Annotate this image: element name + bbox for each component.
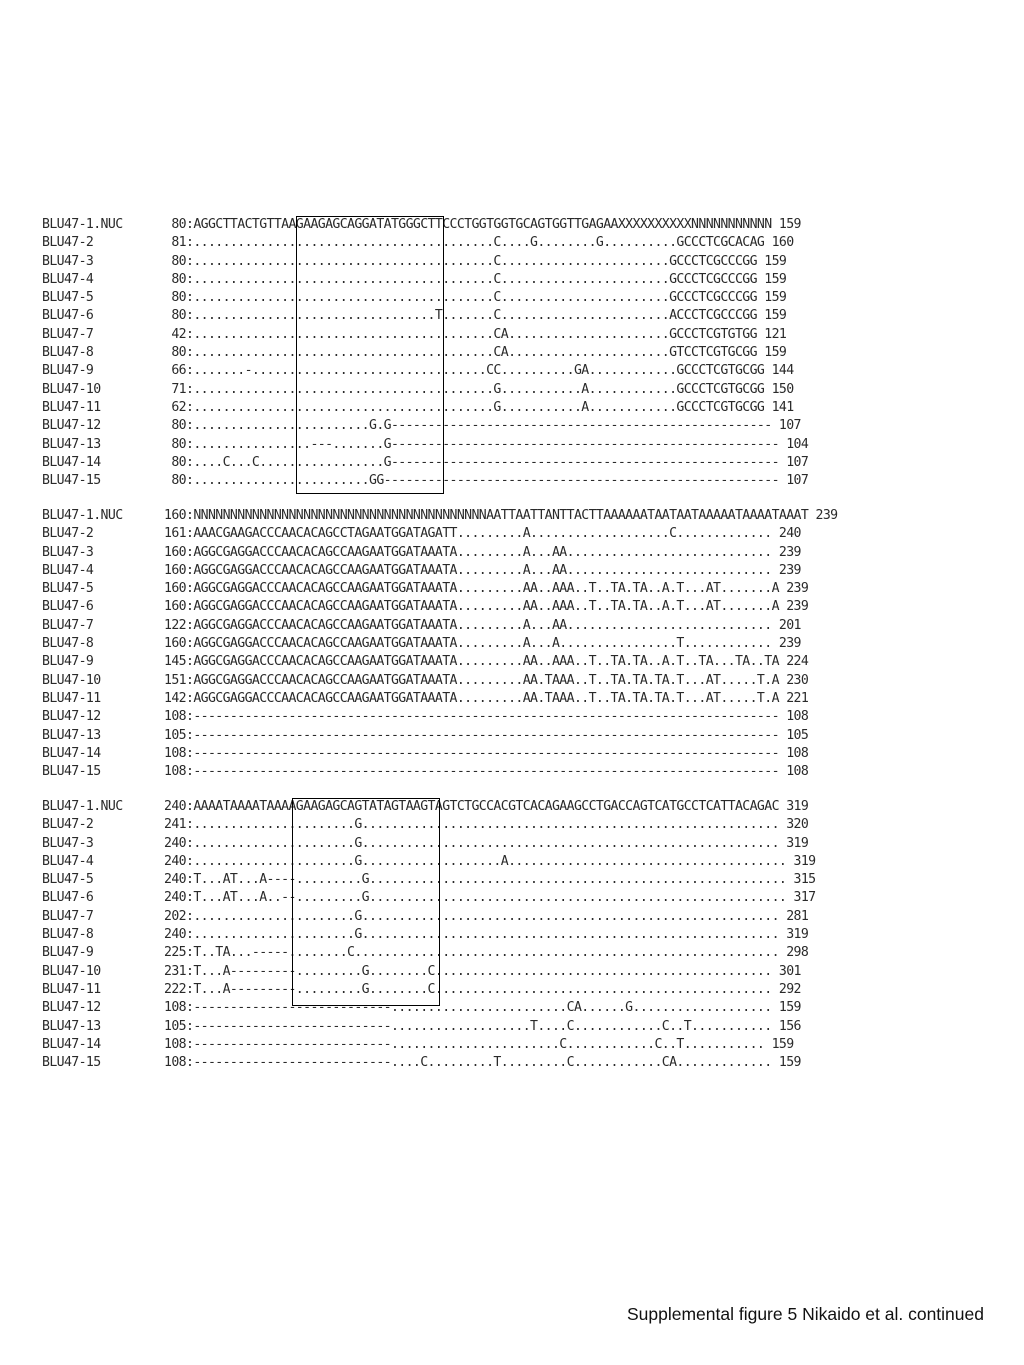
- start-position: 81: [171, 235, 186, 251]
- spacer: [772, 1054, 779, 1072]
- position-separator: :: [186, 709, 194, 725]
- start-position: 105: [164, 1018, 186, 1034]
- end-position: 298: [786, 945, 809, 961]
- sequence-string: .......-................................CC..........GA............GCCCTCGTGCGG: [193, 363, 765, 379]
- start-position: 108: [164, 709, 186, 725]
- position-separator: :: [186, 235, 194, 251]
- end-position: 159: [778, 217, 801, 232]
- spacer: [779, 908, 786, 926]
- sequence-name: BLU47-14: [42, 745, 101, 761]
- sequence-string: ......................G.........................................................: [193, 817, 779, 833]
- sequence-name: BLU47-7: [42, 326, 94, 342]
- end-position: 319: [786, 927, 809, 943]
- position-separator: :: [186, 617, 194, 633]
- sequence-name: BLU47-4: [42, 271, 94, 287]
- sequence-string: T...AT...A..--.........G.........................................................: [193, 890, 787, 906]
- end-position: 107: [778, 418, 801, 434]
- sequence-string: .........................................C.......................GCCCTCGCCCGG: [193, 271, 757, 287]
- sequence-string: ......................G...................A......................................: [193, 853, 787, 869]
- start-position: 80: [171, 271, 186, 287]
- highlight-box-block-3: [292, 798, 440, 1006]
- sequence-name: BLU47-10: [42, 672, 101, 688]
- sequence-row: [42, 1054, 816, 1072]
- start-position: 161: [164, 526, 186, 542]
- position-separator: :: [186, 853, 194, 869]
- end-position: 105: [786, 727, 809, 743]
- position-separator: :: [186, 581, 194, 597]
- sequence-name: BLU47-2: [42, 817, 94, 833]
- sequence-string: .........................................CA......................GCCCTCGTGTGG: [193, 326, 757, 342]
- sequence-name: BLU47-12: [42, 418, 101, 434]
- sequence-string: AGGCGAGGACCCAACACAGCCAAGAATGGATAAATA.........AA.TAAA..T..TA.TA.TA.T...AT.....T.A: [193, 672, 779, 688]
- position-separator: :: [186, 253, 194, 269]
- position-separator: :: [186, 217, 194, 232]
- start-position: 105: [164, 727, 186, 743]
- sequence-name: BLU47-10: [42, 381, 101, 397]
- position-separator: :: [186, 436, 194, 452]
- sequence-string: ......................G.........................................................: [193, 835, 779, 851]
- start-position: 122: [164, 617, 186, 633]
- end-position: 315: [793, 872, 816, 888]
- sequence-string: ---------------------------........................CA......G...................: [193, 1000, 772, 1016]
- sequence-row: [42, 562, 837, 580]
- end-position: 159: [764, 253, 787, 269]
- spacer: [757, 289, 764, 307]
- end-position: 108: [786, 745, 809, 761]
- position-separator: :: [186, 908, 194, 924]
- end-position: 239: [815, 508, 838, 523]
- alignment-block-2: [42, 507, 837, 781]
- end-position: 150: [771, 381, 794, 397]
- sequence-string: .........................................G...........A............GCCCTCGTGCGG: [193, 399, 765, 415]
- spacer: [786, 871, 793, 889]
- sequence-name: BLU47-3: [42, 253, 94, 269]
- end-position: 320: [786, 817, 809, 833]
- spacer: [779, 944, 786, 962]
- position-separator: :: [186, 690, 194, 706]
- sequence-name: BLU47-6: [42, 890, 94, 906]
- start-position: 222: [164, 981, 186, 997]
- sequence-string: ---------------------------...................T....C............C..T...........: [193, 1018, 772, 1034]
- position-separator: :: [186, 1055, 194, 1071]
- sequence-string: AGGCGAGGACCCAACACAGCCAAGAATGGATAAATA.........AA..AAA..T..TA.TA..A.T...AT.......A: [193, 599, 779, 615]
- sequence-row: [42, 1018, 816, 1036]
- start-position: 42: [171, 326, 186, 342]
- sequence-row: [42, 1036, 816, 1054]
- sequence-name: BLU47-13: [42, 727, 101, 743]
- spacer: [772, 525, 779, 543]
- sequence-string: ................---.......G-----------------------------------------------------: [193, 436, 779, 452]
- figure-caption: Supplemental figure 5 Nikaido et al. continued: [626, 1304, 984, 1324]
- start-position: 142: [164, 690, 186, 706]
- spacer: [786, 853, 793, 871]
- end-position: 107: [786, 454, 809, 470]
- sequence-name: BLU47-6: [42, 599, 94, 615]
- spacer: [779, 727, 786, 745]
- position-separator: :: [186, 562, 194, 578]
- end-position: 301: [778, 963, 801, 979]
- position-separator: :: [186, 1018, 194, 1034]
- spacer: [779, 798, 786, 816]
- spacer: [772, 562, 779, 580]
- end-position: 107: [786, 473, 809, 489]
- position-separator: :: [186, 672, 194, 688]
- start-position: 151: [164, 672, 186, 688]
- sequence-name: BLU47-13: [42, 1018, 101, 1034]
- start-position: 71: [171, 381, 186, 397]
- spacer: [764, 1036, 771, 1054]
- start-position: 160: [164, 508, 186, 523]
- end-position: 319: [786, 799, 809, 814]
- end-position: 160: [771, 235, 794, 251]
- end-position: 224: [786, 654, 809, 670]
- start-position: 108: [164, 1055, 186, 1071]
- sequence-string: AGGCTTACTGTTAAGAAGAGCAGGATATGGGCTTCCCTGGTGGTGCAGTGGTTGAGAAXXXXXXXXXXNNNNNNNNNNN: [193, 217, 772, 232]
- sequence-row: [42, 745, 837, 763]
- sequence-name: BLU47-7: [42, 617, 94, 633]
- sequence-row: [42, 598, 837, 616]
- position-separator: :: [186, 636, 194, 652]
- sequence-row: [42, 635, 837, 653]
- start-position: 240: [164, 853, 186, 869]
- start-position: 108: [164, 764, 186, 780]
- sequence-string: ---------------------------.......................C............C..T...........: [193, 1036, 765, 1052]
- start-position: 108: [164, 1000, 186, 1016]
- end-position: 317: [793, 890, 816, 906]
- start-position: 240: [164, 872, 186, 888]
- start-position: 240: [164, 890, 186, 906]
- sequence-string: .................................T.......C.......................ACCCTCGCCCGG: [193, 308, 757, 324]
- position-separator: :: [186, 654, 194, 670]
- sequence-name: BLU47-11: [42, 690, 101, 706]
- position-separator: :: [186, 1036, 194, 1052]
- spacer: [772, 1018, 779, 1036]
- sequence-string: ---------------------------....C.........T.........C............CA.............: [193, 1055, 772, 1071]
- position-separator: :: [186, 271, 194, 287]
- position-separator: :: [186, 945, 194, 961]
- position-separator: :: [186, 764, 194, 780]
- sequence-name: BLU47-7: [42, 908, 94, 924]
- end-position: 319: [786, 835, 809, 851]
- sequence-row: [42, 763, 837, 781]
- spacer: [779, 763, 786, 781]
- start-position: 108: [164, 745, 186, 761]
- sequence-string: ......................G.........................................................: [193, 927, 779, 943]
- spacer: [779, 745, 786, 763]
- start-position: 160: [164, 599, 186, 615]
- start-position: 80: [171, 217, 186, 232]
- end-position: 104: [786, 436, 809, 452]
- spacer: [757, 326, 764, 344]
- start-position: 240: [164, 799, 186, 814]
- position-separator: :: [186, 399, 194, 415]
- sequence-row: [42, 672, 837, 690]
- sequence-string: AGGCGAGGACCCAACACAGCCAAGAATGGATAAATA.........AA..AAA..T..TA.TA..A.T...AT.......A: [193, 581, 779, 597]
- sequence-name: BLU47-14: [42, 1036, 101, 1052]
- sequence-string: .........................................CA......................GTCCTCGTGCGG: [193, 345, 757, 361]
- position-separator: :: [186, 526, 194, 542]
- position-separator: :: [186, 835, 194, 851]
- sequence-name: BLU47-10: [42, 963, 101, 979]
- sequence-name: BLU47-2: [42, 526, 94, 542]
- spacer: [772, 617, 779, 635]
- position-separator: :: [186, 345, 194, 361]
- spacer: [779, 436, 786, 454]
- sequence-string: T...A---------.........G........C..............................................: [193, 963, 772, 979]
- spacer: [757, 271, 764, 289]
- end-position: 121: [764, 326, 787, 342]
- sequence-string: ........................G.G----------------------------------------------------: [193, 418, 772, 434]
- end-position: 159: [778, 1055, 801, 1071]
- sequence-row: [42, 653, 837, 671]
- sequence-name: BLU47-1.NUC: [42, 217, 123, 232]
- end-position: 292: [778, 981, 801, 997]
- sequence-string: T..TA...-----........C..........................................................: [193, 945, 779, 961]
- position-separator: :: [186, 963, 194, 979]
- sequence-name: BLU47-14: [42, 454, 101, 470]
- end-position: 201: [778, 617, 801, 633]
- sequence-row: [42, 544, 837, 562]
- start-position: 160: [164, 562, 186, 578]
- end-position: 319: [793, 853, 816, 869]
- sequence-string: AGGCGAGGACCCAACACAGCCAAGAATGGATAAATA.........AA..AAA..T..TA.TA..A.T..TA...TA..TA: [193, 654, 779, 670]
- sequence-row: [42, 708, 837, 726]
- sequence-row: [42, 580, 837, 598]
- sequence-name: BLU47-9: [42, 945, 94, 961]
- start-position: 80: [171, 290, 186, 306]
- start-position: 80: [171, 308, 186, 324]
- sequence-name: BLU47-8: [42, 345, 94, 361]
- sequence-string: T...AT...A----.........G.........................................................: [193, 872, 787, 888]
- end-position: 221: [786, 690, 809, 706]
- sequence-string: .........................................C....G........G..........GCCCTCGCACAG: [193, 235, 765, 251]
- sequence-row: [42, 690, 837, 708]
- position-separator: :: [186, 290, 194, 306]
- end-position: 239: [778, 562, 801, 578]
- sequence-string: --------------------------------------------------------------------------------: [193, 709, 779, 725]
- start-position: 225: [164, 945, 186, 961]
- spacer: [779, 835, 786, 853]
- sequence-string: --------------------------------------------------------------------------------: [193, 764, 779, 780]
- position-separator: :: [186, 454, 194, 470]
- sequence-name: BLU47-5: [42, 872, 94, 888]
- sequence-string: ......................G.........................................................: [193, 908, 779, 924]
- sequence-name: BLU47-15: [42, 1055, 101, 1071]
- sequence-string: ....C...C.................G-----------------------------------------------------: [193, 454, 779, 470]
- end-position: 159: [764, 271, 787, 287]
- position-separator: :: [186, 817, 194, 833]
- sequence-name: BLU47-8: [42, 636, 94, 652]
- start-position: 80: [171, 345, 186, 361]
- sequence-name: BLU47-4: [42, 562, 94, 578]
- sequence-name: BLU47-15: [42, 764, 101, 780]
- position-separator: :: [186, 508, 194, 523]
- sequence-name: BLU47-11: [42, 399, 101, 415]
- spacer: [779, 690, 786, 708]
- start-position: 240: [164, 835, 186, 851]
- spacer: [757, 307, 764, 325]
- start-position: 108: [164, 1036, 186, 1052]
- spacer: [772, 963, 779, 981]
- sequence-name: BLU47-9: [42, 654, 94, 670]
- start-position: 80: [171, 436, 186, 452]
- end-position: 141: [771, 399, 794, 415]
- start-position: 66: [171, 363, 186, 379]
- spacer: [786, 889, 793, 907]
- sequence-string: .........................................G...........A............GCCCTCGTGCGG: [193, 381, 765, 397]
- spacer: [772, 417, 779, 435]
- start-position: 160: [164, 544, 186, 560]
- sequence-string: AGGCGAGGACCCAACACAGCCAAGAATGGATAAATA.........A...AA............................: [193, 617, 772, 633]
- end-position: 108: [786, 764, 809, 780]
- position-separator: :: [186, 599, 194, 615]
- end-position: 281: [786, 908, 809, 924]
- end-position: 239: [778, 636, 801, 652]
- spacer: [772, 544, 779, 562]
- sequence-string: --------------------------------------------------------------------------------: [193, 727, 779, 743]
- sequence-row: [42, 525, 837, 543]
- sequence-row: [42, 507, 837, 525]
- sequence-string: .........................................C.......................GCCCTCGCCCGG: [193, 253, 757, 269]
- spacer: [764, 362, 771, 380]
- sequence-string: ........................GG------------------------------------------------------: [193, 473, 779, 489]
- spacer: [764, 234, 771, 252]
- sequence-name: BLU47-5: [42, 581, 94, 597]
- spacer: [779, 580, 786, 598]
- sequence-name: BLU47-5: [42, 290, 94, 306]
- spacer: [757, 253, 764, 271]
- end-position: 156: [778, 1018, 801, 1034]
- highlight-box-block-1: [296, 216, 444, 494]
- end-position: 159: [764, 308, 787, 324]
- end-position: 159: [771, 1036, 794, 1052]
- start-position: 62: [171, 399, 186, 415]
- start-position: 160: [164, 581, 186, 597]
- end-position: 239: [786, 581, 809, 597]
- sequence-name: BLU47-11: [42, 981, 101, 997]
- end-position: 108: [786, 709, 809, 725]
- sequence-name: BLU47-12: [42, 709, 101, 725]
- sequence-string: --------------------------------------------------------------------------------: [193, 745, 779, 761]
- sequence-row: [42, 617, 837, 635]
- position-separator: :: [186, 1000, 194, 1016]
- sequence-string: AGGCGAGGACCCAACACAGCCAAGAATGGATAAATA.........A...AA............................: [193, 562, 772, 578]
- spacer: [779, 454, 786, 472]
- start-position: 240: [164, 927, 186, 943]
- sequence-string: AGGCGAGGACCCAACACAGCCAAGAATGGATAAATA.........A...AA............................: [193, 544, 772, 560]
- position-separator: :: [186, 981, 194, 997]
- position-separator: :: [186, 727, 194, 743]
- position-separator: :: [186, 927, 194, 943]
- sequence-string: .........................................C.......................GCCCTCGCCCGG: [193, 290, 757, 306]
- start-position: 202: [164, 908, 186, 924]
- start-position: 145: [164, 654, 186, 670]
- end-position: 239: [786, 599, 809, 615]
- sequence-name: BLU47-6: [42, 308, 94, 324]
- sequence-name: BLU47-8: [42, 927, 94, 943]
- position-separator: :: [186, 363, 194, 379]
- start-position: 80: [171, 253, 186, 269]
- sequence-string: AGGCGAGGACCCAACACAGCCAAGAATGGATAAATA.........AA.TAAA..T..TA.TA.TA.T...AT.....T.A: [193, 690, 779, 706]
- spacer: [772, 216, 779, 234]
- spacer: [779, 653, 786, 671]
- position-separator: :: [186, 544, 194, 560]
- position-separator: :: [186, 890, 194, 906]
- end-position: 239: [778, 544, 801, 560]
- sequence-name: BLU47-12: [42, 1000, 101, 1016]
- sequence-name: BLU47-9: [42, 363, 94, 379]
- sequence-name: BLU47-3: [42, 544, 94, 560]
- spacer: [779, 816, 786, 834]
- spacer: [779, 598, 786, 616]
- position-separator: :: [186, 418, 194, 434]
- start-position: 80: [171, 473, 186, 489]
- end-position: 230: [786, 672, 809, 688]
- sequence-name: BLU47-2: [42, 235, 94, 251]
- start-position: 80: [171, 418, 186, 434]
- position-separator: :: [186, 745, 194, 761]
- start-position: 160: [164, 636, 186, 652]
- end-position: 144: [771, 363, 794, 379]
- end-position: 159: [778, 1000, 801, 1016]
- position-separator: :: [186, 473, 194, 489]
- sequence-string: T...A---------.........G........C..............................................: [193, 981, 772, 997]
- spacer: [779, 672, 786, 690]
- spacer: [757, 344, 764, 362]
- sequence-name: BLU47-1.NUC: [42, 799, 123, 814]
- start-position: 80: [171, 454, 186, 470]
- sequence-name: BLU47-13: [42, 436, 101, 452]
- spacer: [779, 472, 786, 490]
- sequence-string: AAACGAAGACCCAACACAGCCTAGAATGGATAGATT.........A...................C.............: [193, 526, 772, 542]
- position-separator: :: [186, 308, 194, 324]
- sequence-string: AAAATAAAATAAAAGAAGAGCAGTATAGTAAGTAGTCTGCCACGTCACAGAAGCCTGACCAGTCATGCCTCATTACAGAC: [193, 799, 779, 814]
- spacer: [772, 981, 779, 999]
- end-position: 159: [764, 345, 787, 361]
- spacer: [779, 926, 786, 944]
- sequence-string: NNNNNNNNNNNNNNNNNNNNNNNNNNNNNNNNNNNNNNNNAATTAATTANTTACTTAAAAAATAATAATAAAAATAAAATAAAT: [193, 508, 809, 523]
- spacer: [779, 708, 786, 726]
- spacer: [764, 381, 771, 399]
- end-position: 159: [764, 290, 787, 306]
- sequence-row: [42, 727, 837, 745]
- sequence-name: BLU47-1.NUC: [42, 508, 123, 523]
- end-position: 240: [778, 526, 801, 542]
- sequence-name: BLU47-15: [42, 473, 101, 489]
- start-position: 241: [164, 817, 186, 833]
- position-separator: :: [186, 381, 194, 397]
- spacer: [764, 399, 771, 417]
- start-position: 231: [164, 963, 186, 979]
- position-separator: :: [186, 872, 194, 888]
- position-separator: :: [186, 326, 194, 342]
- spacer: [772, 999, 779, 1017]
- sequence-string: AGGCGAGGACCCAACACAGCCAAGAATGGATAAATA.........A...A................T............: [193, 636, 772, 652]
- spacer: [808, 507, 815, 525]
- sequence-name: BLU47-4: [42, 853, 94, 869]
- sequence-name: BLU47-3: [42, 835, 94, 851]
- position-separator: :: [186, 799, 194, 814]
- spacer: [772, 635, 779, 653]
